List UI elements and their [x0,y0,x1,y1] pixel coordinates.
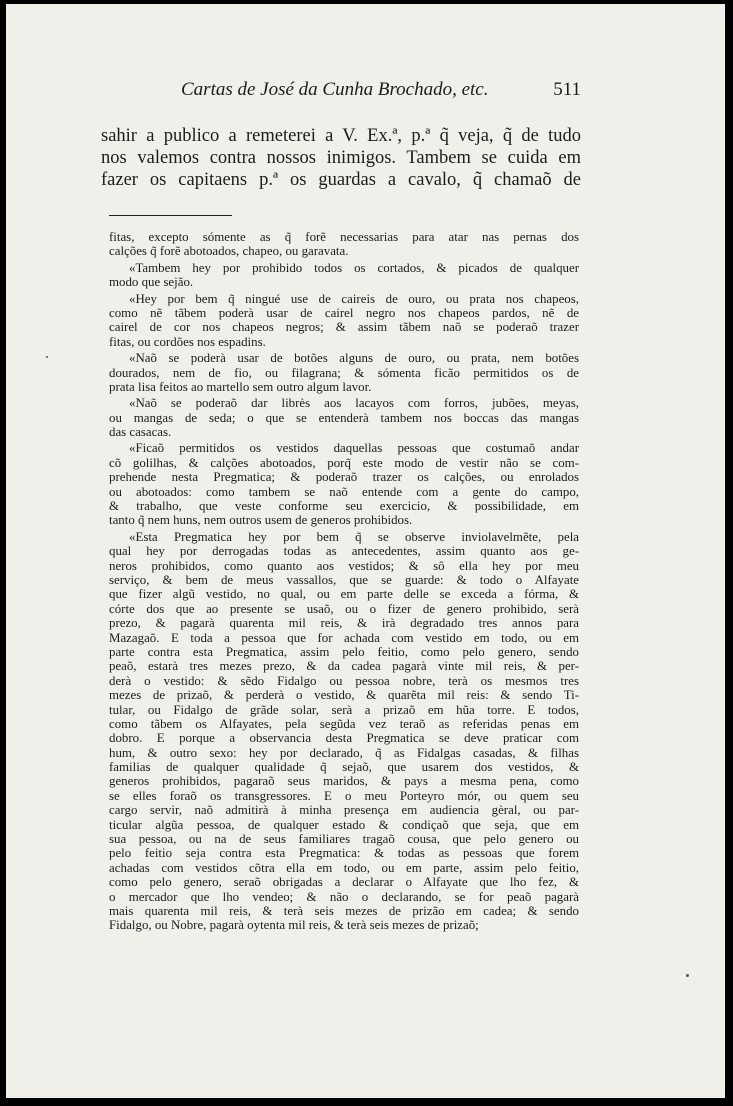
footnote-line: «Ficaõ permitidos os vestidos daquellas pessoas que costumaõ andar [129,441,579,456]
footnote-line: derà o vestido: & sẽdo Fidalgo ou pessoa nobre, terà os mesmos tres [109,673,579,688]
footnote-line: córte dos que ao presente se usaõ, ou o fizer de genero prohibido, serà [109,601,579,616]
main-text-line: sahir a publico a remeterei a V. Ex.ª, p.ª q̃ veja, q̃ de tudo [101,126,581,146]
footnote-line: mezes de prizaõ, & perderà o vestido, & quarẽta mil reis: & sendo Ti- [109,688,579,703]
paper-speck [46,356,48,358]
footnote-line: peaõ, estarà tres mezes prezo, & da cadea pagarà vinte mil reis, & per- [109,659,579,674]
book-page [6,4,725,1098]
footnote-line: cõ golilhas, & calções abotoados, porq̃ este modo de vestir não se com- [109,455,579,470]
paper-speck [686,974,689,977]
footnote-line: como tãbem os Alfayates, pela segũda vez teraõ as referidas penas em [109,716,579,731]
footnote-line: ticular algũa pessoa, de qualquer estado & condiçaõ que seja, que em [109,817,579,832]
footnote-line: ou mangas de seda; o que se entenderà tambem nos boccas das mangas [109,410,579,425]
footnote-line: Fidalgo, ou Nobre, pagarà oytenta mil reis, & terà seis mezes de prizaõ; [109,918,479,933]
footnote-line: prezo, & pagarà quarenta mil reis, & irà degradado tres annos para [109,616,579,631]
footnote-line: Mazagaõ. E toda a pessoa que for achada com vestido em todo, ou em [109,630,579,645]
main-text-line: nos valemos contra nossos inimigos. Tambem se cuida em [101,148,581,168]
running-header [181,78,581,102]
footnote-line: dourados, nem de fio, ou filagrana; & sómenta ficão permitidos os de [109,365,579,380]
main-text [101,125,581,191]
footnote-line: cairel de cor nos chapeos negros; & assim tãbem naõ se poderaõ trazer [109,320,579,335]
footnote-paragraph [109,351,579,394]
footnote-line: & trabalho, que veste conforme seu exercicio, & possibilidade, em [109,499,579,514]
footnote-line: cargo servir, naõ admitirà à minha presença em audiencia gèral, ou par- [109,803,579,818]
footnote-line: neros prohibidos, como quanto aos vestidos; & sô ella hey por meu [109,558,579,573]
footnote-line: modo que sejão. [109,275,194,290]
page-number: 511 [553,79,581,100]
footnote-line: sua pessoa, ou na de seus familiares tragaõ cousa, que pelo genero ou [109,832,579,847]
footnote-line: calções q̃ forẽ abotoados, chapeo, ou garavata. [109,244,349,259]
footnote-line: fitas, excepto sómente as q̃ forẽ necessarias para atar nas pernas dos [109,230,579,244]
footnote-rule [109,215,232,216]
footnote-line: achadas com vestidos cõtra ella em todo, ou em parte, assim pelo feitio, [109,860,579,875]
footnote-paragraph [109,396,579,439]
footnote-line: familias de qualquer qualidade q̃ sejaõ, que usarem dos vestidos, & [109,760,579,775]
footnote-paragraph [109,292,579,350]
footnote-line: que fizer algũ vestido, no qual, ou em parte delle se exceda a fórma, & [109,587,579,602]
footnote-line: prata lisa feitos ao martello sem outro algum lavor. [109,379,372,394]
footnote-line: generos prohibidos, pagaraõ seus maridos, & pays a mesma pena, como [109,774,579,789]
footnote-line: se elles foraõ os transgressores. E o meu Porteyro mór, ou quem seu [109,788,579,803]
footnote-line: «Tambem hey por prohibido todos os cortados, & picados de qualquer [129,260,579,275]
footnote-line: o mercador que lho vendeo; & não o declarando, se for peaõ pagarà [109,889,579,904]
footnote-paragraph [109,261,579,290]
footnote-line: «Naõ se poderà usar de botões alguns de ouro, ou prata, nem botões [129,351,579,366]
footnote-line: prehende nesta Pregmatica; & poderaõ trazer os calções, ou enrolados [109,470,579,485]
footnote-line: parte contra esta Pregmatica, assim pelo feitio, como pelo genero, sendo [109,644,579,659]
footnote-line: mais quarenta mil reis, & terà seis mezes de prizão em cadea; & sendo [109,903,579,918]
footnote-paragraph [109,230,579,259]
footnotes [109,230,579,935]
footnote-line: «Esta Pregmatica hey por bem q̃ se observe inviolavelmẽte, pela [129,529,579,544]
main-text-line: fazer os capitaens p.ª os guardas a cavalo, q̃ chamaõ de [101,170,581,190]
footnote-paragraph [109,530,579,933]
footnote-line: «Naõ se poderaõ dar librès aos lacayos com forros, jubões, meyas, [129,396,579,411]
footnote-line: como pelo genero, seraõ obrigadas a declarar o Alfayate que lho fez, & [109,875,579,890]
footnote-line: dobro. E porque a observancia desta Pregmatica se deve praticar com [109,731,579,746]
footnote-line: como nẽ tãbem poderà usar de cairel negro nos chapeos pardos, nẽ de [109,305,579,320]
footnote-line: ou abotoados: como tambem se naõ entende com a gente do campo, [109,484,579,499]
footnote-paragraph [109,441,579,527]
running-title: Cartas de José da Cunha Brochado, etc. [181,79,489,100]
footnote-line: fitas, ou cordões nos espadins. [109,334,266,349]
footnote-line: pelo feitio seja contra esta Pregmatica: & todas as pessoas que forem [109,846,579,861]
footnote-line: das casacas. [109,425,172,440]
footnote-line: qual hey por derrogadas todas as antecedentes, assim quanto aos ge- [109,544,579,559]
footnote-line: «Hey por bem q̃ ningué use de caireis de ouro, ou prata nos chapeos, [129,291,579,306]
footnote-line: tular, ou Fidalgo de grãde solar, serà a prizaõ em hũa torre. E todos, [109,702,579,717]
footnote-line: serviço, & bem de meus vassallos, que se guarde: & todo o Alfayate [109,572,579,587]
footnote-line: tanto q̃ nem huns, nem outros usem de generos prohibidos. [109,513,413,528]
footnote-line: hum, & outro sexo: hey por declarado, q̃ as Fidalgas casadas, & filhas [109,745,579,760]
